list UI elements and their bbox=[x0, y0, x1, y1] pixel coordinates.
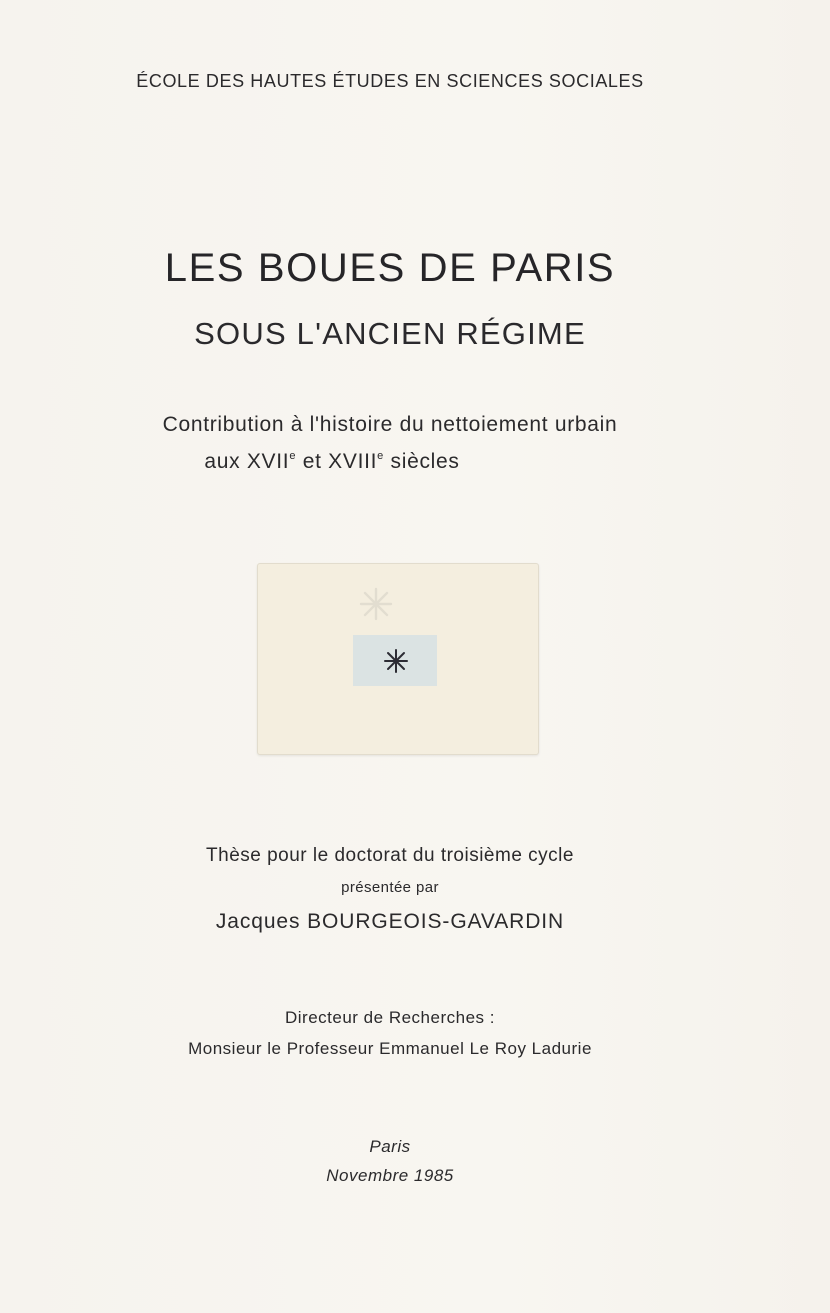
pasted-label-card bbox=[257, 563, 539, 755]
author-name: Jacques BOURGEOIS-GAVARDIN bbox=[215, 910, 565, 933]
label-patch bbox=[353, 635, 437, 686]
description-line-2-prefix: aux XVII bbox=[204, 450, 290, 473]
superscript-e-1: e bbox=[289, 450, 297, 462]
imprint-date: Novembre 1985 bbox=[326, 1166, 454, 1185]
faded-asterisk-icon bbox=[358, 586, 394, 622]
description-line-2-suffix: siècles bbox=[384, 450, 460, 473]
book-subtitle: SOUS L'ANCIEN RÉGIME bbox=[194, 316, 586, 351]
asterisk-icon bbox=[383, 648, 409, 674]
description-line-2-middle: et XVIII bbox=[296, 450, 378, 473]
director-label: Directeur de Recherches : bbox=[285, 1008, 495, 1027]
description-line-1: Contribution à l'histoire du nettoiement urbain bbox=[162, 413, 618, 436]
presented-by: présentée par bbox=[341, 879, 439, 896]
book-title: LES BOUES DE PARIS bbox=[164, 246, 616, 290]
director-name: Monsieur le Professeur Emmanuel Le Roy Ladurie bbox=[188, 1039, 592, 1058]
thesis-statement: Thèse pour le doctorat du troisième cycle bbox=[206, 845, 574, 866]
institution-name: ÉCOLE DES HAUTES ÉTUDES EN SCIENCES SOCIALES bbox=[136, 71, 644, 91]
description-line-2 bbox=[0, 450, 664, 474]
imprint-city: Paris bbox=[369, 1137, 411, 1156]
superscript-e-2: e bbox=[377, 450, 384, 462]
